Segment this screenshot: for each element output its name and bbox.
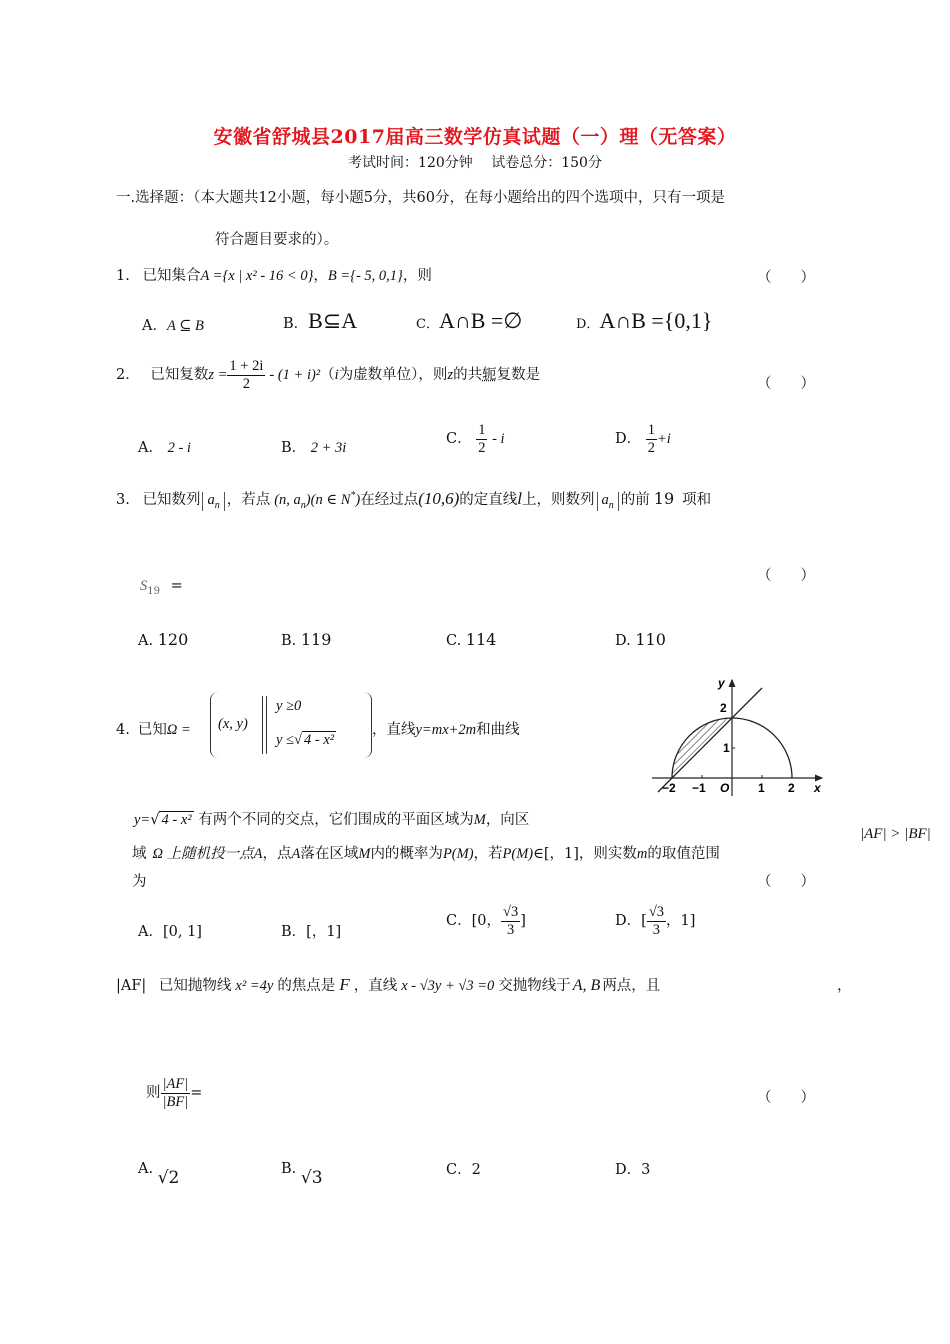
line-curve	[658, 688, 762, 792]
section-header-cont: 符合题目要求的）。	[215, 232, 339, 248]
q4-line-2: y=√ 4 - x² 有两个不同的交点，它们围成的平面区域为M，向区	[134, 812, 530, 828]
q1-option-a[interactable]: A．A ⊆ B	[142, 318, 204, 334]
q2-fraction: $\frac{1 + 2i}{2}$	[229, 358, 264, 392]
q4-answer-paren: （ ）	[757, 874, 815, 890]
origin-label: O	[720, 781, 730, 795]
q1-answer-paren: （ ）	[757, 270, 815, 286]
q2-answer-paren: （ ）	[757, 376, 815, 392]
tick-label-x: 1	[758, 781, 765, 795]
q1-tail: ，则	[402, 268, 432, 284]
q4-option-a[interactable]: A．[0, 1]	[138, 924, 202, 940]
x-axis-label: x	[814, 781, 821, 795]
y-axis-label: y	[718, 676, 725, 690]
q5-comma: ，	[837, 978, 852, 994]
q5-answer-paren: （ ）	[757, 1090, 815, 1106]
tick-label-x: 2	[788, 781, 795, 795]
q5-option-c[interactable]: C．2	[446, 1162, 481, 1178]
q4-line-text: ，直线y=mx+2m和曲线	[372, 722, 520, 738]
q4-number-lead: 4. 已知Ω =	[116, 722, 191, 738]
q1-option-d[interactable]: D．A∩B ={0,1}	[576, 308, 713, 333]
q3-sum: $S_{19}$ =	[140, 578, 183, 597]
page-title: 安徽省舒城县2017届高三数学仿真试题（一）理（无答案）	[213, 126, 737, 148]
q1-option-c[interactable]: C．A∩B =∅	[416, 308, 523, 333]
q5-option-d[interactable]: D．3	[615, 1162, 651, 1178]
q4-option-c[interactable]: C．[0， $\frac{√3}{3}$ ]	[446, 904, 526, 938]
q5-option-a[interactable]: A. √2	[138, 1161, 180, 1188]
tick-label-x: −1	[692, 781, 706, 795]
q4-set-xy: (x, y)	[218, 716, 248, 732]
q1-number: 1.	[116, 268, 130, 284]
exam-info: 考试时间：120分钟 试卷总分：150分	[348, 155, 602, 171]
q5-ratio: 则 $\frac{|AF|}{|BF|}$ =	[146, 1076, 203, 1110]
q2-option-b[interactable]: B． 2 + 3i	[281, 440, 347, 456]
q5-option-b[interactable]: B. √3	[281, 1161, 323, 1188]
q2-number: 2．	[116, 367, 140, 384]
q1-set-a: A ={x | x² - 16 < 0}	[200, 268, 314, 284]
q3-answer-paren: （ ）	[757, 568, 815, 584]
stray-inequality: |AF| > |BF|	[860, 826, 931, 842]
question-5: |AF| 已知抛物线 x² =4y 的焦点是 F ，直线 x - √3y + √3 =0 交抛物线于 A, B 两点，且	[116, 975, 661, 994]
q4-cond-brace	[266, 696, 267, 754]
q3-option-d[interactable]: D. 110	[615, 630, 666, 649]
q4-cond-2: y ≤√ 4 - x²	[276, 732, 335, 748]
question-2: 2． 已知复数z = $\frac{1 + 2i}{2}$ - (1 + i)²（i为虚数单位），则z的共轭复数是	[116, 358, 541, 392]
question-3: 3. 已知数列 $a_n$ ，若点 (n, $a_n)(n$ ∈ N*)在经过点(10,6)的定直线l上，则数列 $a_n$ 的前 19 项和	[116, 489, 712, 511]
q4-line-3: 域 Ω 上随机投一点A，点A落在区域M内的概率为P(M)，若P(M)∈[，1]，则实数m的取值范围	[132, 846, 720, 862]
q1-option-b[interactable]: B．B⊆A	[283, 308, 358, 333]
tick-label-y: 2	[720, 701, 727, 715]
tick-label-y: 1	[723, 741, 730, 755]
q4-set-bar	[262, 696, 265, 754]
question-1	[116, 264, 432, 285]
tick-label-x: −2	[662, 781, 676, 795]
q2-option-c[interactable]: C． $\frac{1}{2}$ - i	[446, 422, 505, 456]
q3-option-b[interactable]: B. 119	[281, 630, 332, 649]
q4-cond-1: y ≥0	[276, 698, 302, 714]
q4-line-4: 为	[132, 874, 147, 890]
q2-option-d[interactable]: D． $\frac{1}{2}$ +i	[615, 422, 671, 456]
q1-sep: ，	[313, 268, 328, 284]
q3-option-c[interactable]: C. 114	[446, 630, 497, 649]
q4-option-b[interactable]: B．[，1]	[281, 924, 342, 940]
q3-option-a[interactable]: A. 120	[138, 630, 189, 649]
q1-set-b: B ={- 5, 0,1}	[327, 268, 403, 284]
q1-lead: 已知集合	[142, 268, 201, 284]
section-header: 一.选择题：（本大题共12小题，每小题5分，共60分，在每小题给出的四个选项中，只有一项是	[116, 190, 725, 206]
q4-option-d[interactable]: D．[ $\frac{√3}{3}$ ，1]	[615, 904, 696, 938]
q4-graph	[646, 672, 830, 800]
q2-option-a[interactable]: A． 2 - i	[138, 440, 191, 456]
